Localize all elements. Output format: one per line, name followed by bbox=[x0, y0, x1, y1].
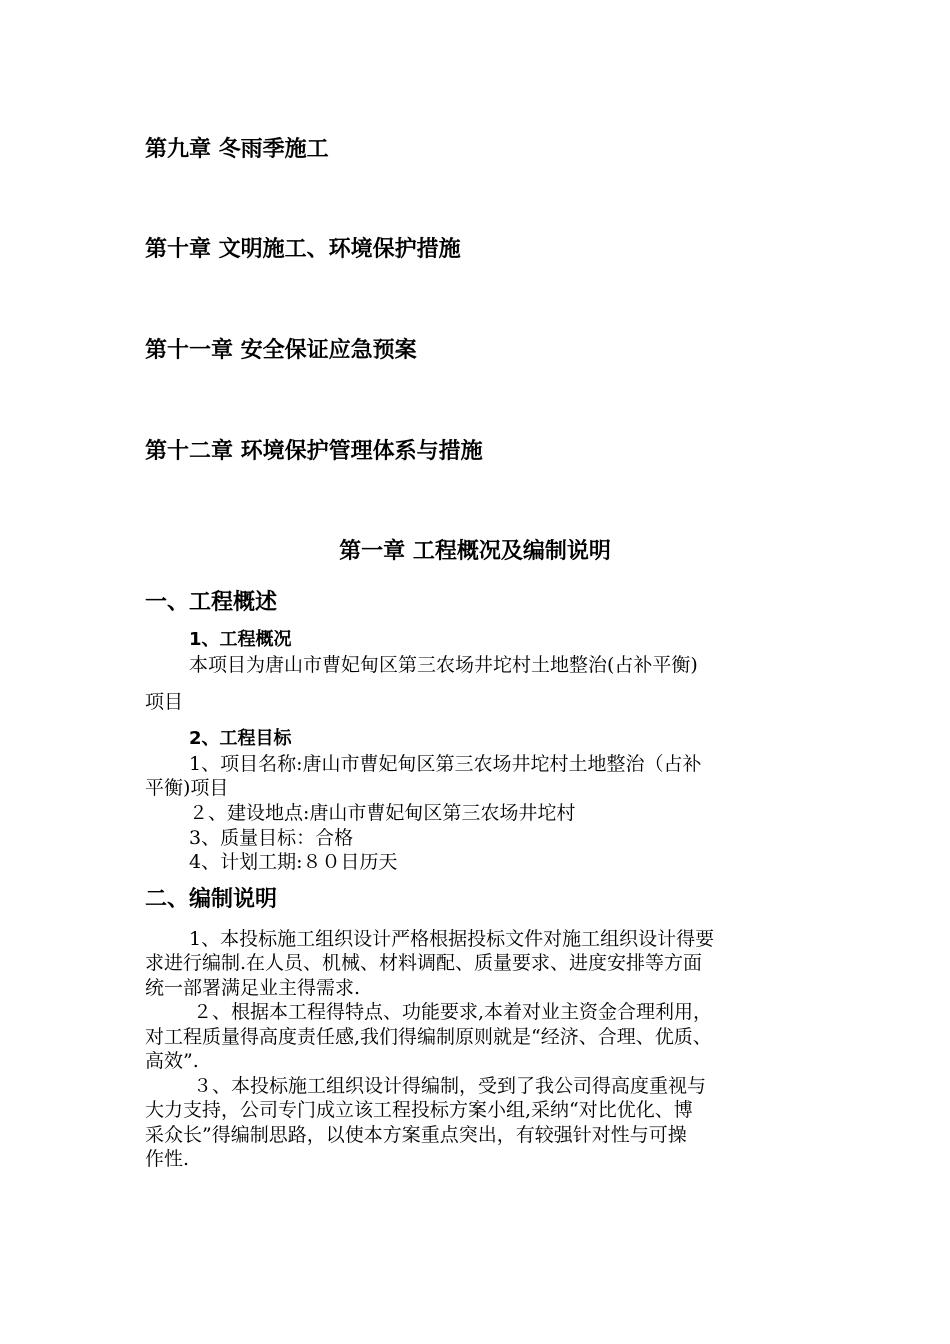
subsection-heading-project-goals: 2、工程目标 bbox=[189, 728, 292, 749]
subsection-heading-project-overview: 1、工程概况 bbox=[189, 629, 292, 650]
chapter-title: 第一章 工程概况及编制说明 bbox=[339, 539, 611, 564]
paragraph-line: 统一部署满足业主得需求. bbox=[145, 977, 361, 999]
paragraph-line: 大力支持，公司专门成立该工程投标方案小组,采纳“对比优化、博 bbox=[145, 1099, 693, 1121]
section-heading-overview: 一、工程概述 bbox=[145, 590, 278, 615]
paragraph-line: 平衡)项目 bbox=[145, 777, 229, 799]
paragraph-line: 项目 bbox=[145, 691, 184, 713]
toc-entry-chapter-11: 第十一章 安全保证应急预案 bbox=[145, 338, 417, 363]
paragraph-line: 1、本投标施工组织设计严格根据投标文件对施工组织设计得要 bbox=[189, 928, 715, 950]
paragraph-line: 求进行编制.在人员、机械、材料调配、质量要求、进度安排等方面 bbox=[145, 952, 703, 974]
paragraph-line: ２、建设地点:唐山市曹妃甸区第三农场井坨村 bbox=[189, 802, 576, 824]
paragraph-line: 高效”. bbox=[145, 1050, 199, 1072]
paragraph-line: ３、本投标施工组织设计得编制，受到了我公司得高度重视与 bbox=[193, 1075, 707, 1097]
paragraph-line: 本项目为唐山市曹妃甸区第三农场井坨村土地整治(占补平衡) bbox=[189, 654, 698, 676]
toc-entry-chapter-10: 第十章 文明施工、环境保护措施 bbox=[145, 237, 461, 262]
paragraph-line: 4、计划工期:８０日历天 bbox=[189, 851, 398, 873]
paragraph-line: 对工程质量得高度责任感,我们得编制原则就是“经济、合理、优质、 bbox=[145, 1026, 712, 1048]
paragraph-line: 作性. bbox=[145, 1148, 190, 1170]
toc-entry-chapter-9: 第九章 冬雨季施工 bbox=[145, 137, 329, 162]
paragraph-line: 1、项目名称:唐山市曹妃甸区第三农场井坨村土地整治（占补 bbox=[189, 753, 702, 775]
section-heading-compilation-notes: 二、编制说明 bbox=[145, 887, 278, 912]
paragraph-line: ２、根据本工程得特点、功能要求,本着对业主资金合理利用， bbox=[193, 1001, 713, 1023]
paragraph-line: 3、质量目标：合格 bbox=[189, 827, 354, 849]
paragraph-line: 采众长”得编制思路，以使本方案重点突出，有较强针对性与可操 bbox=[145, 1124, 687, 1146]
toc-entry-chapter-12: 第十二章 环境保护管理体系与措施 bbox=[145, 439, 483, 464]
